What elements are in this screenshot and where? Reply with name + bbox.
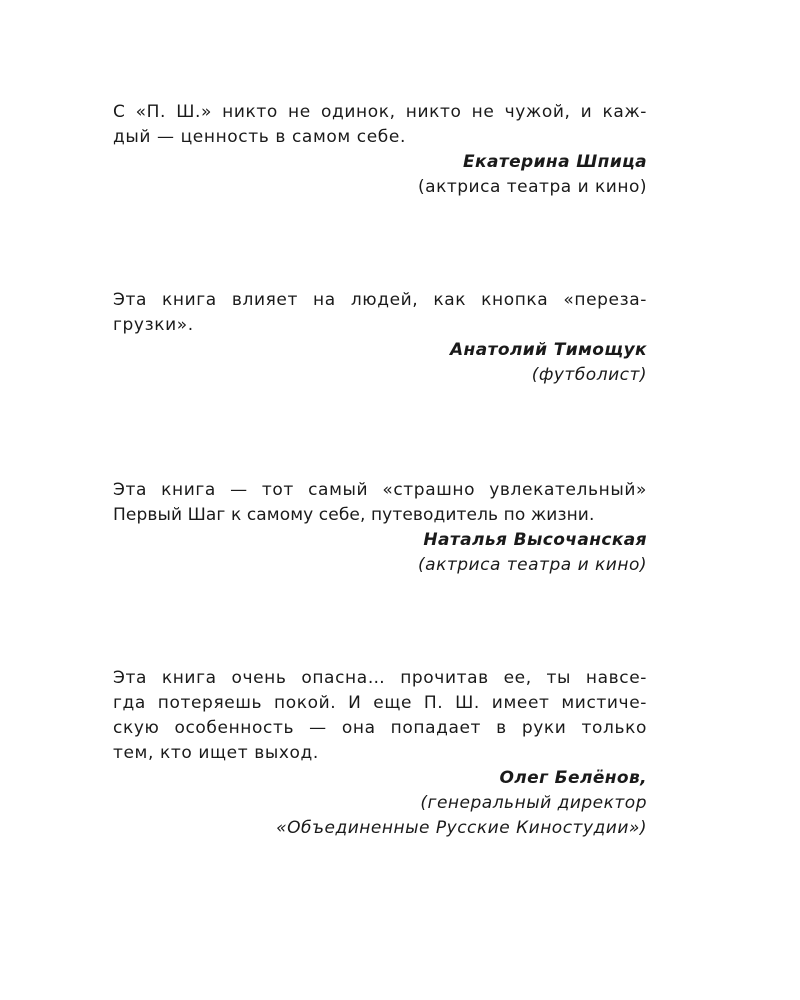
author-role: (актриса театра и кино) (418, 177, 647, 197)
quote-line: Эта книга очень опасна… прочитав ее, ты навсе- (113, 668, 647, 688)
testimonial-3 (113, 478, 647, 578)
author-role: «Объединенные Русские Киностудии») (276, 818, 647, 838)
quote-line: дый — ценность в самом себе. (113, 127, 406, 147)
quote-line: С «П. Ш.» никто не одинок, никто не чужой, и каж- (113, 102, 647, 122)
testimonial-1 (113, 100, 647, 200)
quote-line: гда потеряешь покой. И еще П. Ш. имеет мистиче- (113, 693, 647, 713)
author-name: Олег Белёнов, (499, 768, 647, 788)
author-role: (футболист) (531, 365, 647, 385)
quote-line: грузки». (113, 315, 194, 335)
quote-line: тем, кто ищет выход. (113, 743, 319, 763)
testimonial-4 (113, 666, 647, 841)
author-name: Наталья Высочанская (423, 530, 647, 550)
quote-line: Эта книга — тот самый «страшно увлекательный» (113, 480, 647, 500)
quote-line: скую особенность — она попадает в руки только (113, 718, 647, 738)
author-name: Екатерина Шпица (463, 152, 647, 172)
author-role: (актриса театра и кино) (418, 555, 647, 575)
quote-line: Эта книга влияет на людей, как кнопка «переза- (113, 290, 647, 310)
testimonial-2 (113, 288, 647, 388)
author-role: (генеральный директор (420, 793, 647, 813)
author-name: Анатолий Тимощук (450, 340, 647, 360)
quote-line: Первый Шаг к самому себе, путеводитель по жизни. (113, 505, 595, 525)
